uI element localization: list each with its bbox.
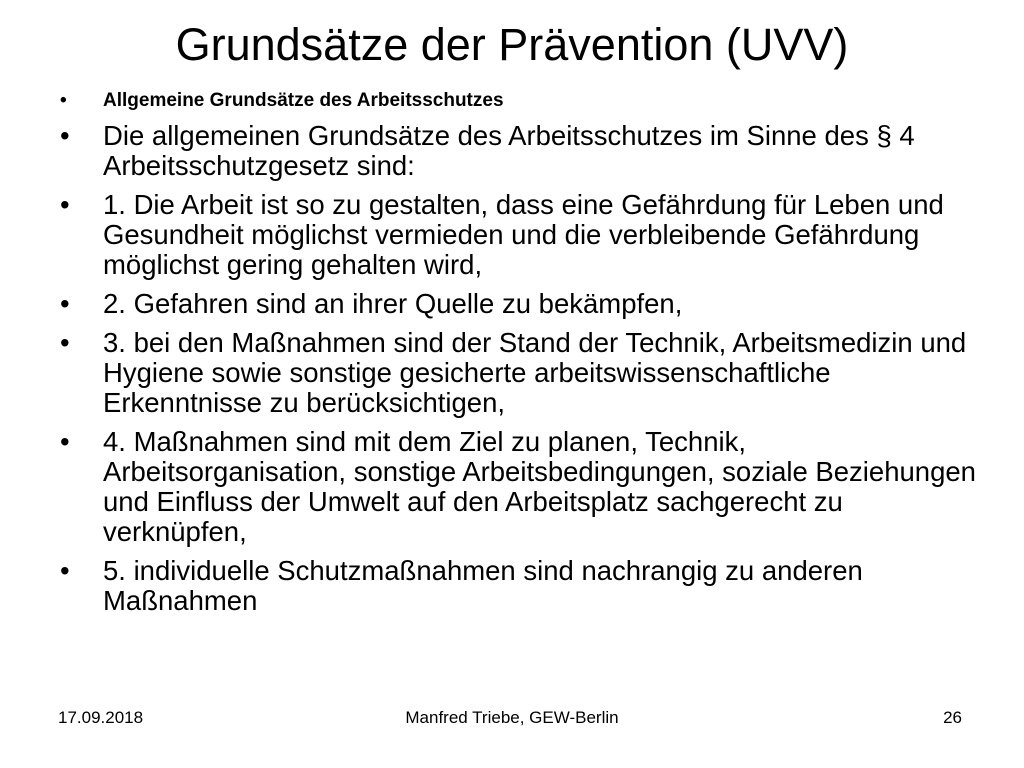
bullet-item bbox=[58, 121, 978, 181]
bullet-item bbox=[58, 328, 978, 418]
bullet-dot-icon: • bbox=[60, 426, 70, 457]
bullet-dot-icon: • bbox=[60, 327, 70, 358]
bullet-dot-icon: • bbox=[60, 120, 70, 151]
bullet-dot-icon: • bbox=[60, 288, 70, 319]
bullet-text: Die allgemeinen Grundsätze des Arbeitsschutzes im Sinne des § 4 Arbeitsschutzgesetz sind: bbox=[103, 120, 915, 181]
bullet-item bbox=[58, 427, 978, 547]
bullet-text: 5. individuelle Schutzmaßnahmen sind nachrangig zu anderen Maßnahmen bbox=[103, 555, 863, 616]
bullet-text: 3. bei den Maßnahmen sind der Stand der Technik, Arbeitsmedizin und Hygiene sowie sonstige gesicherte arbeitswissenschaftliche Erkenntnisse zu berücksichtigen, bbox=[103, 327, 967, 418]
bullet-dot-icon: • bbox=[60, 189, 70, 220]
bullet-item bbox=[58, 190, 978, 280]
bullet-dot-icon: • bbox=[60, 90, 67, 111]
bullet-text: 1. Die Arbeit ist so zu gestalten, dass eine Gefährdung für Leben und Gesundheit möglichst vermieden und die verbleibende Gefährdung möglichst gering gehalten wird, bbox=[103, 189, 944, 280]
bullet-item bbox=[58, 556, 978, 616]
bullet-list bbox=[58, 88, 978, 625]
bullet-text: Allgemeine Grundsätze des Arbeitsschutzes bbox=[103, 90, 504, 111]
bullet-text: 2. Gefahren sind an ihrer Quelle zu bekämpfen, bbox=[103, 288, 683, 319]
footer-author: Manfred Triebe, GEW-Berlin bbox=[405, 708, 619, 727]
bullet-item bbox=[58, 289, 978, 319]
bullet-item bbox=[58, 88, 978, 114]
bullet-text: 4. Maßnahmen sind mit dem Ziel zu planen, Technik, Arbeitsorganisation, sonstige Arbeitsbedingungen, soziale Beziehungen und Einfluss der Umwelt auf den Arbeitsplatz sachgerecht zu verknüpfen, bbox=[103, 426, 976, 547]
slide-title: Grundsätze der Prävention (UVV) bbox=[175, 19, 849, 70]
footer-page-number: 26 bbox=[943, 708, 962, 727]
footer-date: 17.09.2018 bbox=[58, 708, 144, 727]
bullet-dot-icon: • bbox=[60, 555, 70, 586]
